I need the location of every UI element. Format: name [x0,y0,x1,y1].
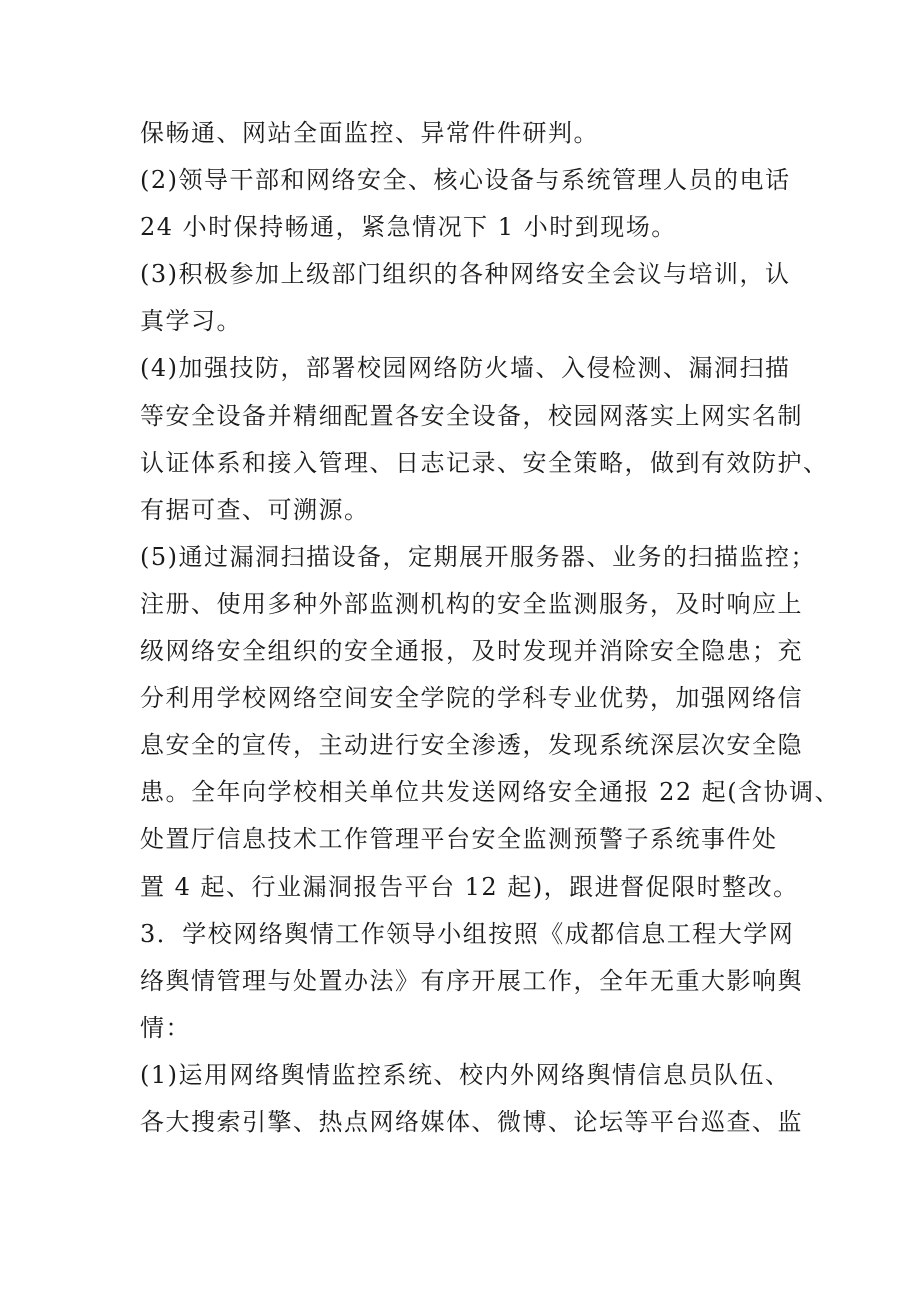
text-line: 各大搜索引擎、热点网络媒体、微博、论坛等平台巡查、监 [140,1107,803,1136]
text-line: (4)加强技防，部署校园网络防火墙、入侵检测、漏洞扫描 [140,354,791,383]
text-line: 络舆情管理与处置办法》有序开展工作，全年无重大影响舆 [140,966,803,995]
text-line: 24 小时保持畅通，紧急情况下 1 小时到现场。 [140,213,677,242]
text-line: (5)通过漏洞扫描设备，定期展开服务器、业务的扫描监控； [140,542,816,571]
text-line: 情： [140,1013,191,1042]
text-line: 等安全设备并精细配置各安全设备，校园网落实上网实名制 [140,401,803,430]
text-line: (1)运用网络舆情监控系统、校内外网络舆情信息员队伍、 [140,1060,791,1089]
text-line: 置 4 起、行业漏洞报告平台 12 起)，跟进督促限时整改。 [140,872,799,901]
text-line: (3)积极参加上级部门组织的各种网络安全会议与培训，认 [140,260,791,289]
text-line: 患。全年向学校相关单位共发送网络安全通报 22 起(含协调、 [140,778,841,807]
text-line: 3．学校网络舆情工作领导小组按照《成都信息工程大学网 [140,919,795,948]
text-line: 级网络安全组织的安全通报，及时发现并消除安全隐患；充 [140,637,803,666]
text-line: 有据可查、可溯源。 [140,495,370,524]
text-line: 注册、使用多种外部监测机构的安全监测服务，及时响应上 [140,589,803,618]
text-line: 保畅通、网站全面监控、异常件件研判。 [140,119,599,147]
text-line: 真学习。 [140,307,242,336]
text-line: (2)领导干部和网络安全、核心设备与系统管理人员的电话 [140,166,791,195]
document-body [140,110,841,1146]
text-line: 处置厅信息技术工作管理平台安全监测预警子系统事件处 [140,825,778,854]
text-line: 分利用学校网络空间安全学院的学科专业优势，加强网络信 [140,684,803,713]
text-line: 息安全的宣传，主动进行安全渗透，发现系统深层次安全隐 [140,731,803,760]
text-line: 认证体系和接入管理、日志记录、安全策略，做到有效防护、 [140,448,829,477]
